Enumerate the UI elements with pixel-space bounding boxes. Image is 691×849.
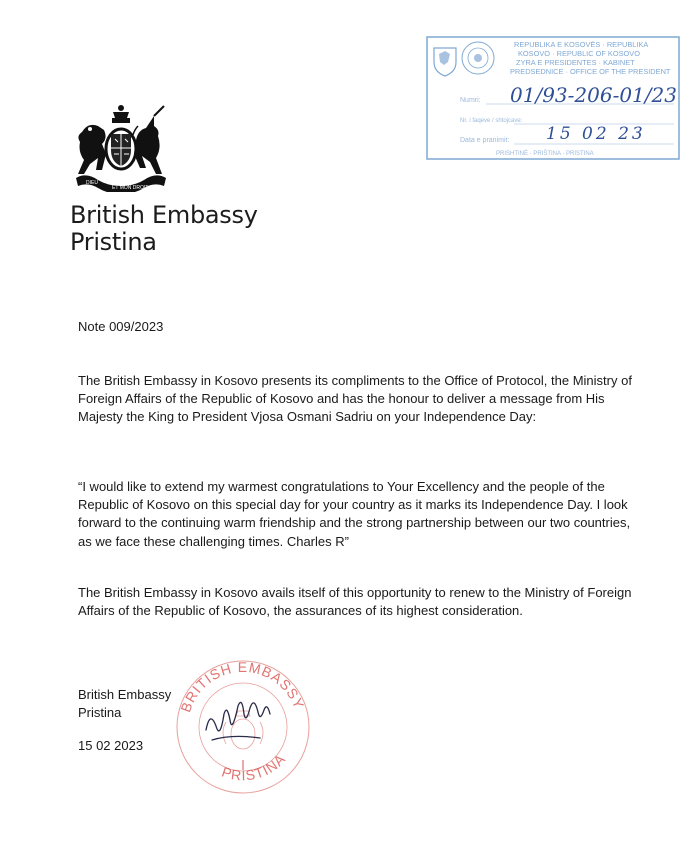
- svg-text:PRISTINA: [220, 750, 289, 783]
- embassy-stamp-top-text: BRITISH EMBASSY: [177, 659, 308, 715]
- closing-paragraph: The British Embassy in Kosovo avails itself of this opportunity to renew to the Ministry of Foreign Affairs of the Republic of Kosovo, the assurances of its highest consideration.: [78, 585, 632, 619]
- stamp-date-handwritten: 15 02 23: [546, 124, 646, 144]
- stamp-footer: PRISHTINË · PRIŠTINA · PRISTINA: [496, 151, 594, 157]
- presidential-seal-icon: [462, 42, 494, 74]
- crest-motto-left: DIEU: [86, 180, 98, 186]
- stamp-number-label: Numri:: [460, 97, 481, 104]
- embassy-stamp: [168, 652, 318, 802]
- stamp-header-line3: ZYRA E PRESIDENTES · KABINET: [516, 58, 635, 67]
- signature-line2: Pristina: [78, 705, 122, 721]
- stamp-number-handwritten: 01/93-206-01/23: [510, 83, 677, 107]
- note-reference: Note 009/2023: [78, 319, 164, 334]
- note-intro-paragraph: The British Embassy in Kosovo presents its compliments to the Office of Protocol, the Ministry of Foreign Affairs of the Republic of Kosovo and has the honour to deliver a message from His Majesty the King to President Vjosa Osmani Sadriu on your Independence Day:: [78, 373, 632, 425]
- signature-block: [78, 686, 171, 722]
- royal-coat-of-arms-icon: [68, 104, 174, 192]
- stamp-header-line1: REPUBLIKA E KOSOVËS · REPUBLIKA: [514, 40, 649, 49]
- stamp-attachment-label: Nr. i faqeve / shtojcave:: [460, 118, 523, 124]
- letterhead-embassy-line1: British Embassy: [70, 201, 258, 229]
- stamp-date-label: Data e pranimit:: [460, 137, 510, 144]
- kosovo-emblem-icon: [434, 48, 456, 76]
- stamp-header-line4: PREDSEDNICE · OFFICE OF THE PRESIDENT: [510, 67, 671, 76]
- letterhead-title: [70, 202, 258, 256]
- signature-date: 15 02 2023: [78, 738, 144, 753]
- letterhead-embassy-line2: Pristina: [70, 228, 157, 256]
- crest-motto-right: ET MON DROIT: [112, 185, 149, 191]
- signature-line1: British Embassy: [78, 687, 172, 702]
- embassy-stamp-bottom-text: PRISTINA: [219, 750, 289, 784]
- registration-stamp: [426, 36, 680, 160]
- royal-message-quote: “I would like to extend my warmest congratulations to Your Excellency and the people of the Republic of Kosovo on this special day for your country as it marks its Independence Day. I look forward to the continuing warm friendship and the strong partnership between our two countries, as we face these challenging times. Charles R”: [78, 479, 631, 549]
- signature-scribble: [206, 702, 270, 740]
- stamp-header-line2: KOSOVO · REPUBLIC OF KOSOVO: [518, 49, 640, 58]
